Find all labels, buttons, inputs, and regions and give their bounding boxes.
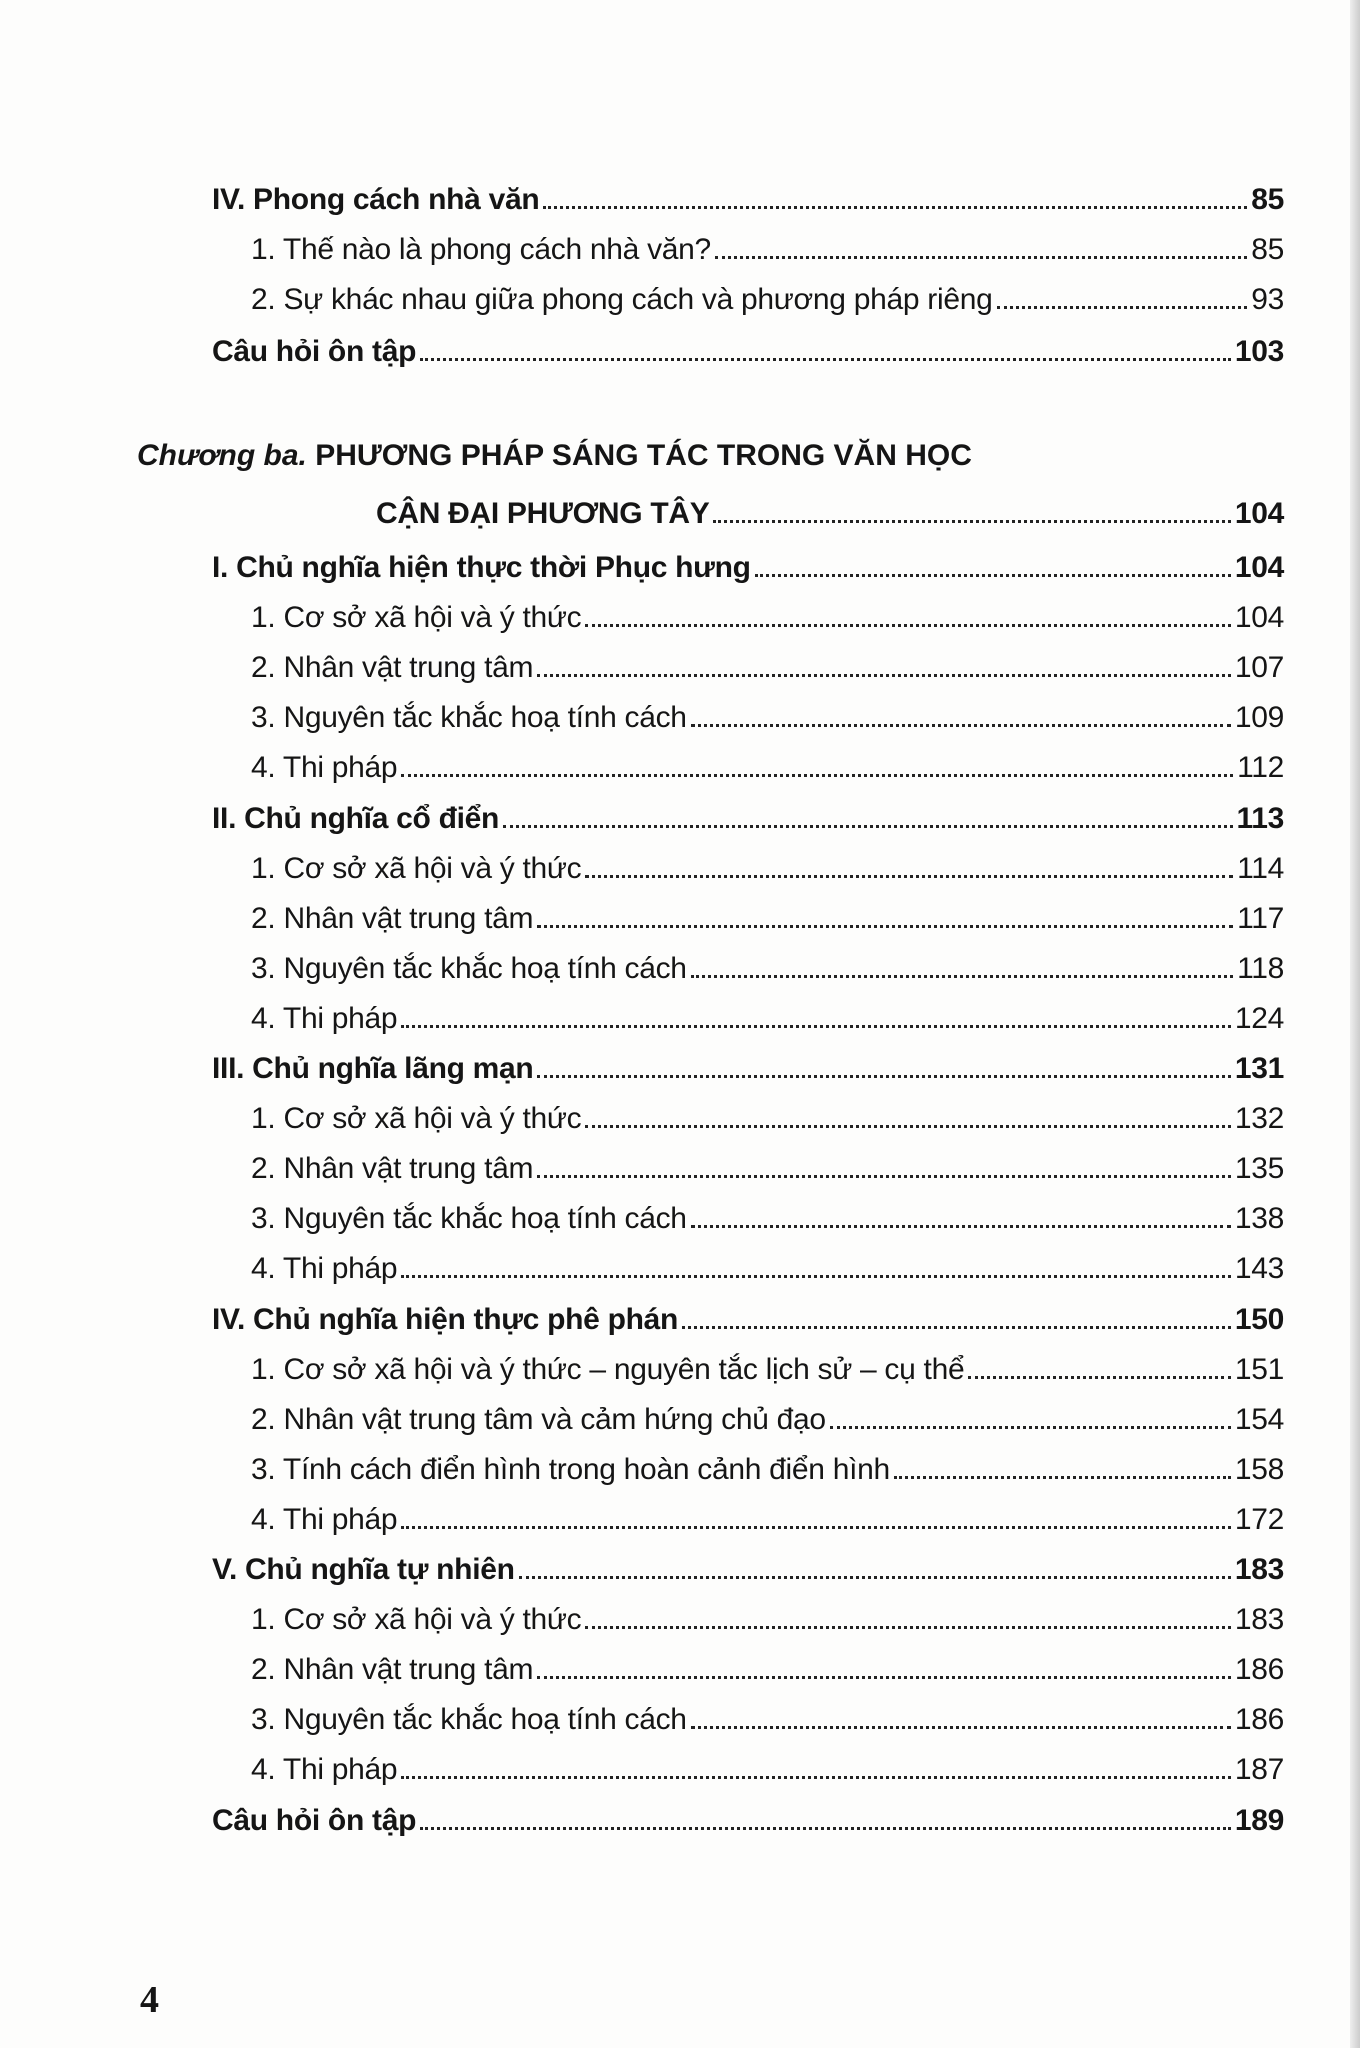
toc-entry-chapter[interactable] xyxy=(376,494,1284,534)
page-ref: 104 xyxy=(1234,551,1284,584)
page-ref: 135 xyxy=(1234,1152,1284,1186)
dot-leader xyxy=(968,1376,1230,1379)
dot-leader xyxy=(585,624,1230,627)
page-ref: 187 xyxy=(1234,1753,1284,1787)
toc-entry[interactable] xyxy=(251,1500,1284,1540)
dot-leader xyxy=(420,1827,1231,1830)
entry-title: 2. Sự khác nhau giữa phong cách và phương pháp riêng xyxy=(251,283,993,316)
dot-leader xyxy=(715,256,1247,259)
toc-entry[interactable] xyxy=(251,1650,1284,1690)
dot-leader xyxy=(830,1426,1231,1429)
page-ref: 150 xyxy=(1234,1302,1284,1336)
toc-entry[interactable] xyxy=(251,1149,1284,1189)
page-ref: 93 xyxy=(1251,283,1284,316)
dot-leader xyxy=(682,1326,1231,1329)
entry-title: 1. Cơ sở xã hội và ý thức – nguyên tắc lịch sử – cụ thể xyxy=(251,1352,965,1386)
dot-leader xyxy=(537,925,1233,928)
page-ref: 189 xyxy=(1234,1803,1284,1837)
entry-title: 1. Cơ sở xã hội và ý thức xyxy=(251,1102,582,1136)
entry-title: 1. Cơ sở xã hội và ý thức xyxy=(251,1603,582,1637)
toc-entry[interactable] xyxy=(251,1750,1284,1790)
page-ref: 131 xyxy=(1234,1052,1284,1085)
dot-leader xyxy=(691,1225,1231,1228)
entry-title: 3. Tính cách điển hình trong hoàn cảnh điển hình xyxy=(251,1452,890,1486)
dot-leader xyxy=(755,574,1231,577)
toc-entry[interactable] xyxy=(212,1801,1284,1841)
page-ref: 85 xyxy=(1251,233,1284,266)
entry-title: IV. Phong cách nhà văn xyxy=(212,183,540,216)
dot-leader xyxy=(537,1676,1231,1679)
toc-entry[interactable] xyxy=(251,748,1284,788)
chapter-title-line2: CẬN ĐẠI PHƯƠNG TÂY xyxy=(376,497,710,530)
page-ref: 113 xyxy=(1236,801,1284,835)
dot-leader xyxy=(420,358,1231,361)
entry-title: 4. Thi pháp xyxy=(251,1753,398,1787)
entry-title: 4. Thi pháp xyxy=(251,751,398,785)
toc-entry[interactable] xyxy=(251,1450,1284,1490)
dot-leader xyxy=(997,306,1248,309)
page-ref: 109 xyxy=(1234,701,1284,735)
page-ref: 186 xyxy=(1234,1703,1284,1737)
entry-title: III. Chủ nghĩa lãng mạn xyxy=(212,1052,534,1085)
page-ref: 117 xyxy=(1237,901,1284,935)
toc-entry[interactable] xyxy=(212,1550,1284,1590)
entry-title: 2. Nhân vật trung tâm xyxy=(251,901,534,935)
page-ref: 132 xyxy=(1234,1102,1284,1136)
dot-leader xyxy=(585,1626,1230,1629)
toc-entry[interactable] xyxy=(251,698,1284,738)
toc-entry[interactable] xyxy=(212,799,1284,839)
page-ref: 183 xyxy=(1234,1603,1284,1637)
dot-leader xyxy=(543,206,1247,209)
toc-entry[interactable] xyxy=(251,230,1284,270)
dot-leader xyxy=(691,724,1231,727)
toc-entry[interactable] xyxy=(251,1099,1284,1139)
page-ref: 112 xyxy=(1237,751,1284,785)
page-ref: 107 xyxy=(1234,651,1284,685)
page-number: 4 xyxy=(140,1979,159,2021)
entry-title: 1. Thế nào là phong cách nhà văn? xyxy=(251,233,711,266)
entry-title: 4. Thi pháp xyxy=(251,1001,398,1035)
page-ref: 183 xyxy=(1234,1553,1284,1586)
chapter-heading xyxy=(137,436,972,476)
dot-leader xyxy=(401,774,1233,777)
entry-title: Câu hỏi ôn tập xyxy=(212,335,417,368)
toc-entry[interactable] xyxy=(251,849,1284,889)
toc-entry[interactable] xyxy=(251,280,1284,320)
entry-title: 3. Nguyên tắc khắc hoạ tính cách xyxy=(251,951,687,985)
dot-leader xyxy=(537,674,1231,677)
dot-leader xyxy=(401,1025,1231,1028)
dot-leader xyxy=(401,1526,1231,1529)
toc-entry[interactable] xyxy=(251,598,1284,638)
toc-entry[interactable] xyxy=(212,180,1284,220)
dot-leader xyxy=(401,1776,1231,1779)
entry-title: I. Chủ nghĩa hiện thực thời Phục hưng xyxy=(212,551,751,584)
page-ref: 103 xyxy=(1234,335,1284,368)
page-ref: 114 xyxy=(1237,851,1284,885)
page-ref: 124 xyxy=(1234,1001,1284,1035)
toc-entry[interactable] xyxy=(212,332,1284,372)
toc-entry[interactable] xyxy=(251,999,1284,1039)
entry-title: Câu hỏi ôn tập xyxy=(212,1803,417,1837)
entry-title: 4. Thi pháp xyxy=(251,1252,398,1286)
entry-title: II. Chủ nghĩa cổ điển xyxy=(212,801,500,835)
page-ref: 104 xyxy=(1234,601,1284,635)
toc-entry[interactable] xyxy=(251,648,1284,688)
dot-leader xyxy=(519,1576,1231,1579)
toc-entry[interactable] xyxy=(251,949,1284,989)
page-ref: 138 xyxy=(1234,1202,1284,1236)
entry-title: 3. Nguyên tắc khắc hoạ tính cách xyxy=(251,1703,687,1737)
page-ref: 172 xyxy=(1234,1502,1284,1536)
page-ref: 158 xyxy=(1234,1452,1284,1486)
toc-entry[interactable] xyxy=(251,899,1284,939)
page-ref: 154 xyxy=(1234,1402,1284,1436)
page-edge xyxy=(1350,0,1360,2048)
toc-entry[interactable] xyxy=(251,1199,1284,1239)
entry-title: 2. Nhân vật trung tâm xyxy=(251,1152,534,1186)
toc-entry[interactable] xyxy=(212,1049,1284,1089)
toc-entry[interactable] xyxy=(251,1600,1284,1640)
entry-title: 3. Nguyên tắc khắc hoạ tính cách xyxy=(251,701,687,735)
dot-leader xyxy=(713,520,1230,523)
entry-title: 1. Cơ sở xã hội và ý thức xyxy=(251,851,582,885)
toc-entry[interactable] xyxy=(212,548,1284,588)
page-ref: 186 xyxy=(1234,1653,1284,1687)
toc-entry[interactable] xyxy=(251,1400,1284,1440)
dot-leader xyxy=(691,975,1233,978)
entry-title: 2. Nhân vật trung tâm xyxy=(251,1653,534,1687)
entry-title: 1. Cơ sở xã hội và ý thức xyxy=(251,601,582,635)
entry-title: 2. Nhân vật trung tâm xyxy=(251,651,534,685)
dot-leader xyxy=(894,1476,1231,1479)
dot-leader xyxy=(401,1275,1231,1278)
dot-leader xyxy=(585,875,1233,878)
page-ref: 85 xyxy=(1251,183,1284,216)
page-ref: 104 xyxy=(1234,497,1284,530)
toc-entry[interactable] xyxy=(251,1700,1284,1740)
page-ref: 143 xyxy=(1234,1252,1284,1286)
entry-title: V. Chủ nghĩa tự nhiên xyxy=(212,1553,515,1586)
dot-leader xyxy=(585,1125,1230,1128)
dot-leader xyxy=(503,825,1232,828)
dot-leader xyxy=(537,1175,1231,1178)
toc-entry[interactable] xyxy=(251,1350,1284,1390)
page-ref: 151 xyxy=(1234,1352,1284,1386)
entry-title: 2. Nhân vật trung tâm và cảm hứng chủ đạo xyxy=(251,1402,826,1436)
dot-leader xyxy=(691,1726,1231,1729)
entry-title: IV. Chủ nghĩa hiện thực phê phán xyxy=(212,1302,679,1336)
chapter-label: Chương ba. xyxy=(137,439,307,472)
toc-entry[interactable] xyxy=(251,1249,1284,1289)
dot-leader xyxy=(537,1075,1230,1078)
toc-entry[interactable] xyxy=(212,1300,1284,1340)
chapter-title-line1: PHƯƠNG PHÁP SÁNG TÁC TRONG VĂN HỌC xyxy=(315,439,972,472)
page-ref: 118 xyxy=(1237,951,1284,985)
entry-title: 3. Nguyên tắc khắc hoạ tính cách xyxy=(251,1202,687,1236)
entry-title: 4. Thi pháp xyxy=(251,1502,398,1536)
